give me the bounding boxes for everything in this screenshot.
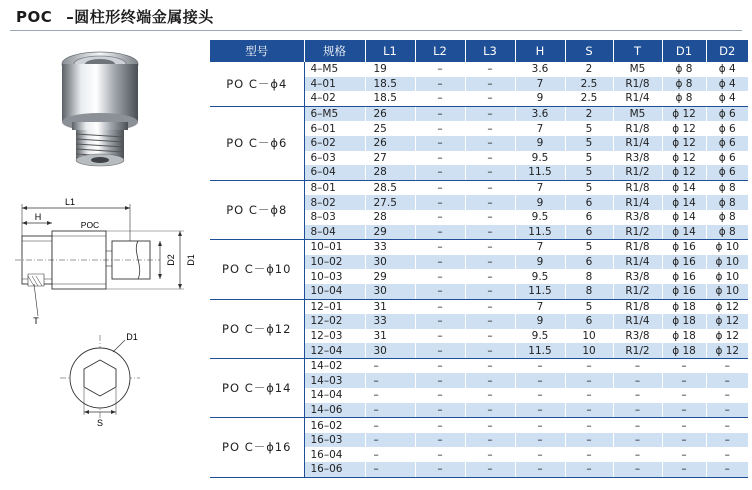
table-cell: ϕ 6 (706, 165, 748, 180)
table-cell: 28 (365, 210, 415, 225)
table-cell: ϕ 8 (706, 225, 748, 240)
table-cell: – (706, 358, 748, 373)
table-cell: – (662, 358, 706, 373)
table-cell: ϕ 12 (706, 329, 748, 344)
table-cell: 2.5 (565, 77, 613, 92)
table-cell: 6–01 (304, 121, 365, 136)
table-cell: 6–M5 (304, 106, 365, 121)
table-cell: 26 (365, 136, 415, 151)
table-cell: R1/4 (613, 314, 662, 329)
table-cell: ϕ 18 (662, 314, 706, 329)
product-photo (0, 34, 210, 184)
table-cell: ϕ 10 (706, 269, 748, 284)
table-cell: 7 (515, 299, 565, 314)
table-cell: 11.5 (515, 165, 565, 180)
dim-label-d2: D2 (166, 254, 176, 266)
table-cell: – (465, 255, 515, 270)
table-cell: – (415, 210, 465, 225)
table-cell: – (465, 462, 515, 477)
table-cell: ϕ 8 (706, 195, 748, 210)
table-cell: 8–04 (304, 225, 365, 240)
table-cell: – (415, 106, 465, 121)
table-cell: – (465, 447, 515, 462)
table-cell: 3.6 (515, 106, 565, 121)
table-cell: ϕ 18 (662, 299, 706, 314)
table-cell: ϕ 8 (662, 62, 706, 77)
dim-label-s: S (96, 418, 104, 428)
table-cell: R1/2 (613, 284, 662, 299)
table-cell: – (415, 284, 465, 299)
table-cell: 5 (565, 180, 613, 195)
table-cell: – (515, 433, 565, 448)
table-cell: 10–02 (304, 255, 365, 270)
table-cell: ϕ 4 (706, 62, 748, 77)
table-cell: – (365, 358, 415, 373)
product-illustrations (0, 34, 210, 490)
table-cell: ϕ 8 (706, 180, 748, 195)
column-header: 型号 (210, 40, 304, 62)
model-cell: PO C－ϕ6 (210, 106, 304, 180)
table-cell: – (565, 373, 613, 388)
table-cell: 33 (365, 314, 415, 329)
dim-label-l1: L1 (64, 197, 76, 207)
table-cell: – (415, 165, 465, 180)
table-cell: 14–03 (304, 373, 365, 388)
model-cell: PO C－ϕ8 (210, 180, 304, 239)
table-cell: ϕ 6 (706, 151, 748, 166)
table-cell: 9.5 (515, 151, 565, 166)
table-cell: – (706, 433, 748, 448)
table-cell: – (465, 284, 515, 299)
table-cell: – (415, 388, 465, 403)
table-cell: – (706, 388, 748, 403)
table-cell: R3/8 (613, 329, 662, 344)
table-cell: 8–01 (304, 180, 365, 195)
table-cell: R1/2 (613, 225, 662, 240)
table-cell: – (415, 62, 465, 77)
table-cell: R1/8 (613, 299, 662, 314)
column-header: H (515, 40, 565, 62)
dim-label-t: T (33, 316, 39, 326)
table-cell: R3/8 (613, 151, 662, 166)
table-cell: – (465, 195, 515, 210)
table-cell: – (415, 195, 465, 210)
column-header: T (613, 40, 662, 62)
table-cell: R1/2 (613, 165, 662, 180)
table-cell: R1/4 (613, 136, 662, 151)
table-cell: 12–02 (304, 314, 365, 329)
table-cell: – (465, 343, 515, 358)
table-cell: – (465, 403, 515, 418)
table-cell: – (515, 403, 565, 418)
table-cell: ϕ 16 (662, 240, 706, 255)
table-cell: ϕ 12 (706, 343, 748, 358)
table-cell: ϕ 12 (662, 121, 706, 136)
table-cell: 10–01 (304, 240, 365, 255)
table-cell: 9 (515, 91, 565, 106)
table-cell: – (465, 240, 515, 255)
table-cell: 6 (565, 255, 613, 270)
table-cell: – (415, 462, 465, 477)
table-cell: – (662, 418, 706, 433)
table-cell: ϕ 12 (662, 151, 706, 166)
table-row (210, 62, 748, 77)
table-cell: 9 (515, 314, 565, 329)
table-cell: ϕ 12 (706, 299, 748, 314)
table-cell: 16–03 (304, 433, 365, 448)
table-cell: 30 (365, 255, 415, 270)
table-cell: – (465, 91, 515, 106)
table-cell: 6 (565, 314, 613, 329)
table-cell: – (613, 418, 662, 433)
table-cell: 2 (565, 106, 613, 121)
table-cell: 19 (365, 62, 415, 77)
dim-label-d1-end: D1 (126, 332, 138, 342)
table-cell: ϕ 14 (662, 210, 706, 225)
table-cell: 5 (565, 121, 613, 136)
table-cell: – (365, 403, 415, 418)
table-cell: 6 (565, 195, 613, 210)
table-cell: 6 (565, 210, 613, 225)
table-cell: R1/8 (613, 240, 662, 255)
table-cell: 4–M5 (304, 62, 365, 77)
table-cell: – (465, 165, 515, 180)
table-cell: 8–03 (304, 210, 365, 225)
table-cell: 30 (365, 343, 415, 358)
table-cell: – (515, 447, 565, 462)
table-cell: 27.5 (365, 195, 415, 210)
table-cell: – (515, 373, 565, 388)
table-cell: – (415, 77, 465, 92)
table-cell: – (565, 447, 613, 462)
table-cell: – (465, 388, 515, 403)
table-cell: – (662, 403, 706, 418)
table-cell: ϕ 16 (662, 269, 706, 284)
table-cell: – (415, 314, 465, 329)
table-cell: – (365, 433, 415, 448)
table-cell: – (515, 358, 565, 373)
model-cell: PO C－ϕ10 (210, 240, 304, 299)
table-cell: 16–02 (304, 418, 365, 433)
table-cell: – (365, 373, 415, 388)
table-cell: – (415, 433, 465, 448)
table-cell: 3.6 (515, 62, 565, 77)
table-row (210, 299, 748, 314)
table-cell: – (565, 358, 613, 373)
table-cell: – (465, 269, 515, 284)
side-view-drawing (0, 196, 210, 326)
table-cell: – (662, 373, 706, 388)
table-cell: 12–04 (304, 343, 365, 358)
table-cell: ϕ 10 (706, 240, 748, 255)
table-cell: – (465, 121, 515, 136)
table-cell: 14–06 (304, 403, 365, 418)
dim-label-h: H (34, 212, 42, 222)
table-row (210, 240, 748, 255)
table-cell: ϕ 6 (706, 121, 748, 136)
table-cell: – (662, 388, 706, 403)
table-cell: – (465, 358, 515, 373)
table-cell: R1/8 (613, 180, 662, 195)
table-cell: – (465, 180, 515, 195)
table-cell: 7 (515, 77, 565, 92)
table-cell: ϕ 8 (706, 210, 748, 225)
table-cell: 7 (515, 240, 565, 255)
column-header: D1 (662, 40, 706, 62)
column-header: L3 (465, 40, 515, 62)
table-cell: 27 (365, 151, 415, 166)
table-cell: 2 (565, 62, 613, 77)
table-cell: R1/8 (613, 121, 662, 136)
table-cell: R3/8 (613, 269, 662, 284)
table-cell: 9 (515, 255, 565, 270)
table-cell: – (415, 373, 465, 388)
table-cell: M5 (613, 106, 662, 121)
table-cell: – (415, 299, 465, 314)
table-cell: 5 (565, 240, 613, 255)
table-cell: 16–04 (304, 447, 365, 462)
table-cell: 9.5 (515, 210, 565, 225)
table-cell: 28 (365, 165, 415, 180)
table-cell: 26 (365, 106, 415, 121)
table-cell: 8 (565, 269, 613, 284)
table-cell: – (465, 77, 515, 92)
table-cell: – (365, 447, 415, 462)
table-cell: ϕ 12 (662, 106, 706, 121)
table-cell: 5 (565, 165, 613, 180)
table-cell: – (415, 358, 465, 373)
table-cell: – (662, 433, 706, 448)
table-cell: – (613, 462, 662, 477)
table-cell: – (565, 418, 613, 433)
table-cell: 31 (365, 299, 415, 314)
table-cell: 10 (565, 343, 613, 358)
table-cell: ϕ 14 (662, 180, 706, 195)
table-cell: 9.5 (515, 269, 565, 284)
table-cell: 4–02 (304, 91, 365, 106)
table-cell: 7 (515, 180, 565, 195)
table-cell: – (415, 269, 465, 284)
table-cell: ϕ 12 (706, 314, 748, 329)
table-cell: 7 (515, 121, 565, 136)
table-cell: ϕ 14 (662, 195, 706, 210)
spec-table-header (210, 40, 748, 62)
table-cell: – (415, 151, 465, 166)
table-cell: ϕ 18 (662, 329, 706, 344)
model-cell: PO C－ϕ14 (210, 358, 304, 417)
table-cell: ϕ 16 (662, 255, 706, 270)
table-cell: 5 (565, 299, 613, 314)
table-cell: – (415, 240, 465, 255)
column-header: D2 (706, 40, 748, 62)
table-cell: – (465, 151, 515, 166)
table-cell: 10–03 (304, 269, 365, 284)
table-cell: – (465, 418, 515, 433)
table-cell: 18.5 (365, 77, 415, 92)
table-cell: – (613, 388, 662, 403)
spec-table (210, 40, 748, 478)
table-cell: 2.5 (565, 91, 613, 106)
table-cell: – (415, 343, 465, 358)
table-cell: – (415, 121, 465, 136)
table-cell: 10–04 (304, 284, 365, 299)
dim-label-poc: POC (80, 220, 100, 230)
product-code: POC (16, 8, 53, 26)
table-cell: ϕ 4 (706, 91, 748, 106)
table-cell: 31 (365, 329, 415, 344)
table-cell: ϕ 8 (662, 77, 706, 92)
table-cell: – (465, 373, 515, 388)
table-cell: – (662, 447, 706, 462)
table-cell: – (415, 91, 465, 106)
table-cell: 9 (515, 136, 565, 151)
table-cell: – (415, 447, 465, 462)
table-cell: ϕ 14 (662, 225, 706, 240)
table-cell: – (613, 373, 662, 388)
table-cell: – (465, 106, 515, 121)
table-cell: 6–02 (304, 136, 365, 151)
table-cell: 8–02 (304, 195, 365, 210)
table-cell: 5 (565, 136, 613, 151)
table-cell: 29 (365, 225, 415, 240)
table-cell: 8 (565, 284, 613, 299)
dim-label-d1: D1 (186, 254, 196, 266)
table-cell: 6–03 (304, 151, 365, 166)
table-cell: 4–01 (304, 77, 365, 92)
table-cell: – (465, 210, 515, 225)
table-cell: R3/8 (613, 210, 662, 225)
product-title: –圆柱形终端金属接头 (66, 8, 214, 26)
title-divider (10, 30, 742, 31)
table-cell: R1/4 (613, 255, 662, 270)
page-title (16, 6, 214, 27)
table-cell: – (613, 447, 662, 462)
table-cell: 11.5 (515, 284, 565, 299)
table-cell: ϕ 12 (662, 136, 706, 151)
table-cell: – (515, 462, 565, 477)
table-row (210, 180, 748, 195)
table-cell: – (706, 418, 748, 433)
table-cell: – (365, 388, 415, 403)
table-cell: 12–01 (304, 299, 365, 314)
spec-table-body (210, 62, 748, 477)
table-cell: – (365, 462, 415, 477)
model-cell: PO C－ϕ16 (210, 418, 304, 477)
table-cell: ϕ 10 (706, 255, 748, 270)
table-cell: – (613, 433, 662, 448)
table-cell: – (515, 418, 565, 433)
table-cell: – (706, 373, 748, 388)
table-cell: – (706, 447, 748, 462)
table-cell: ϕ 8 (662, 91, 706, 106)
table-cell: R1/4 (613, 195, 662, 210)
column-header: L1 (365, 40, 415, 62)
table-cell: – (465, 299, 515, 314)
table-cell: 9 (515, 195, 565, 210)
title-bar (0, 0, 752, 32)
table-cell: ϕ 4 (706, 77, 748, 92)
table-cell: ϕ 16 (662, 284, 706, 299)
table-cell: 10 (565, 329, 613, 344)
model-cell: PO C－ϕ12 (210, 299, 304, 358)
table-cell: – (415, 418, 465, 433)
table-cell: – (365, 418, 415, 433)
table-cell: – (465, 433, 515, 448)
table-cell: – (565, 388, 613, 403)
table-cell: – (465, 136, 515, 151)
table-cell: – (415, 403, 465, 418)
table-cell: ϕ 18 (662, 343, 706, 358)
table-cell: 28.5 (365, 180, 415, 195)
table-cell: – (662, 462, 706, 477)
table-cell: – (415, 225, 465, 240)
table-cell: 33 (365, 240, 415, 255)
table-cell: 14–04 (304, 388, 365, 403)
table-row (210, 358, 748, 373)
table-cell: 11.5 (515, 343, 565, 358)
table-cell: – (465, 62, 515, 77)
end-view-drawing (0, 330, 210, 430)
table-cell: 14–02 (304, 358, 365, 373)
table-cell: – (465, 225, 515, 240)
table-cell: – (565, 403, 613, 418)
table-cell: ϕ 6 (706, 136, 748, 151)
model-cell: PO C－ϕ4 (210, 62, 304, 106)
table-cell: – (706, 403, 748, 418)
table-cell: M5 (613, 62, 662, 77)
table-cell: 5 (565, 151, 613, 166)
table-cell: – (415, 180, 465, 195)
table-cell: 30 (365, 284, 415, 299)
table-cell: – (465, 314, 515, 329)
table-cell: 11.5 (515, 225, 565, 240)
column-header: L2 (415, 40, 465, 62)
table-cell: – (613, 403, 662, 418)
table-cell: 9.5 (515, 329, 565, 344)
table-row (210, 106, 748, 121)
table-cell: – (613, 358, 662, 373)
table-cell: – (706, 462, 748, 477)
table-cell: 18.5 (365, 91, 415, 106)
table-cell: ϕ 12 (662, 165, 706, 180)
table-cell: 6–04 (304, 165, 365, 180)
table-row (210, 418, 748, 433)
table-cell: 16–06 (304, 462, 365, 477)
table-cell: 29 (365, 269, 415, 284)
table-cell: – (565, 462, 613, 477)
table-cell: ϕ 6 (706, 106, 748, 121)
table-cell: – (565, 433, 613, 448)
column-header: 规格 (304, 40, 365, 62)
table-cell: 25 (365, 121, 415, 136)
table-cell: ϕ 10 (706, 284, 748, 299)
table-cell: 6 (565, 225, 613, 240)
table-cell: R1/4 (613, 91, 662, 106)
table-cell: – (415, 255, 465, 270)
table-cell: 12–03 (304, 329, 365, 344)
table-cell: – (515, 388, 565, 403)
column-header: S (565, 40, 613, 62)
table-cell: R1/8 (613, 77, 662, 92)
table-cell: – (465, 329, 515, 344)
table-cell: R1/2 (613, 343, 662, 358)
table-cell: – (415, 329, 465, 344)
table-cell: – (415, 136, 465, 151)
